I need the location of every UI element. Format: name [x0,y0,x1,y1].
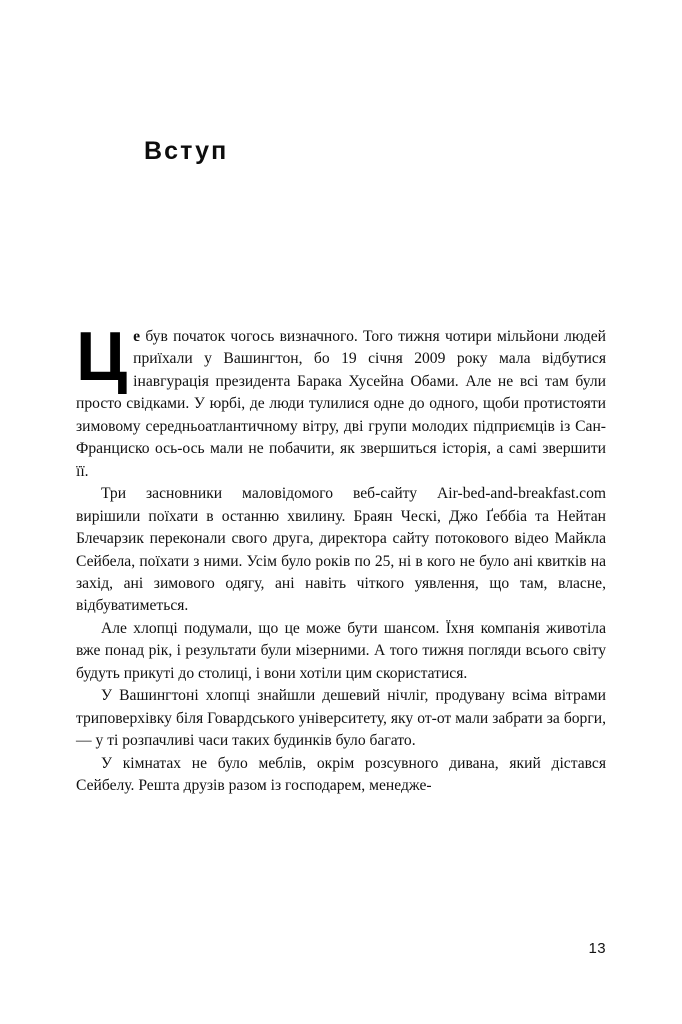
paragraph-5 [76,753,606,798]
paragraph-5-text: У кімнатах не було меблів, окрім розсувного дивана, який дістався Сейбелу. Решта друзів разом із господарем, менедже- [76,754,606,795]
page-number: 13 [588,940,606,957]
paragraph-4 [76,685,606,752]
lead-bold-letter: е [133,328,141,345]
paragraph-2-text: Три засновники маловідомого веб-сайту Air-bed-and-breakfast.com вирішили поїхати в останню хвилину. Браян Ческі, Джо Ґеббіа та Нейтан Блечарзик переконали свого друга, директора сайту потокового відео Майкла Сейбела, поїхати з ними. Усім було років по 25, ні в кого не було ані квитків на захід, ані зимового одягу, ані навіть чіткого уявлення, що там, власне, відбуватиметься. [76,485,606,615]
paragraph-3-text: Але хлопці подумали, що це може бути шансом. Їхня компанія животіла вже понад рік, і результати були мізерними. А того тижня погляди всього світу будуть прикуті до столиці, і вони хотіли цим скористатися. [76,619,606,682]
paragraph-1 [76,317,606,483]
paragraph-3 [76,618,606,685]
drop-cap: Ц [76,317,127,395]
body-text-block [76,317,606,798]
paragraph-2 [76,483,606,618]
paragraph-4-text: У Вашингтоні хлопці знайшли дешевий нічліг, продувану всіма вітрами триповерхівку біля Говардського університету, яку от-от мали забрати за борги, — у ті розпачливі часи таких будинків було багато. [76,687,606,750]
page-title: Вступ [144,136,229,165]
paragraph-1-text: був початок чогось визначного. Того тижня чотири мільйони людей приїхали у Вашингтон, бо 19 січня 2009 року мала відбутися інавгурація президента Барака Хусейна Обами. Але не всі там були просто свідками. У юрбі, де люди тулилися одне до одного, щоби протистояти зимовому середньоатлантичному вітру, дві групи молодих підприємців із Сан-Франциско ось-ось мали не побачити, як звершиться історія, а самі звершити її. [76,328,606,480]
